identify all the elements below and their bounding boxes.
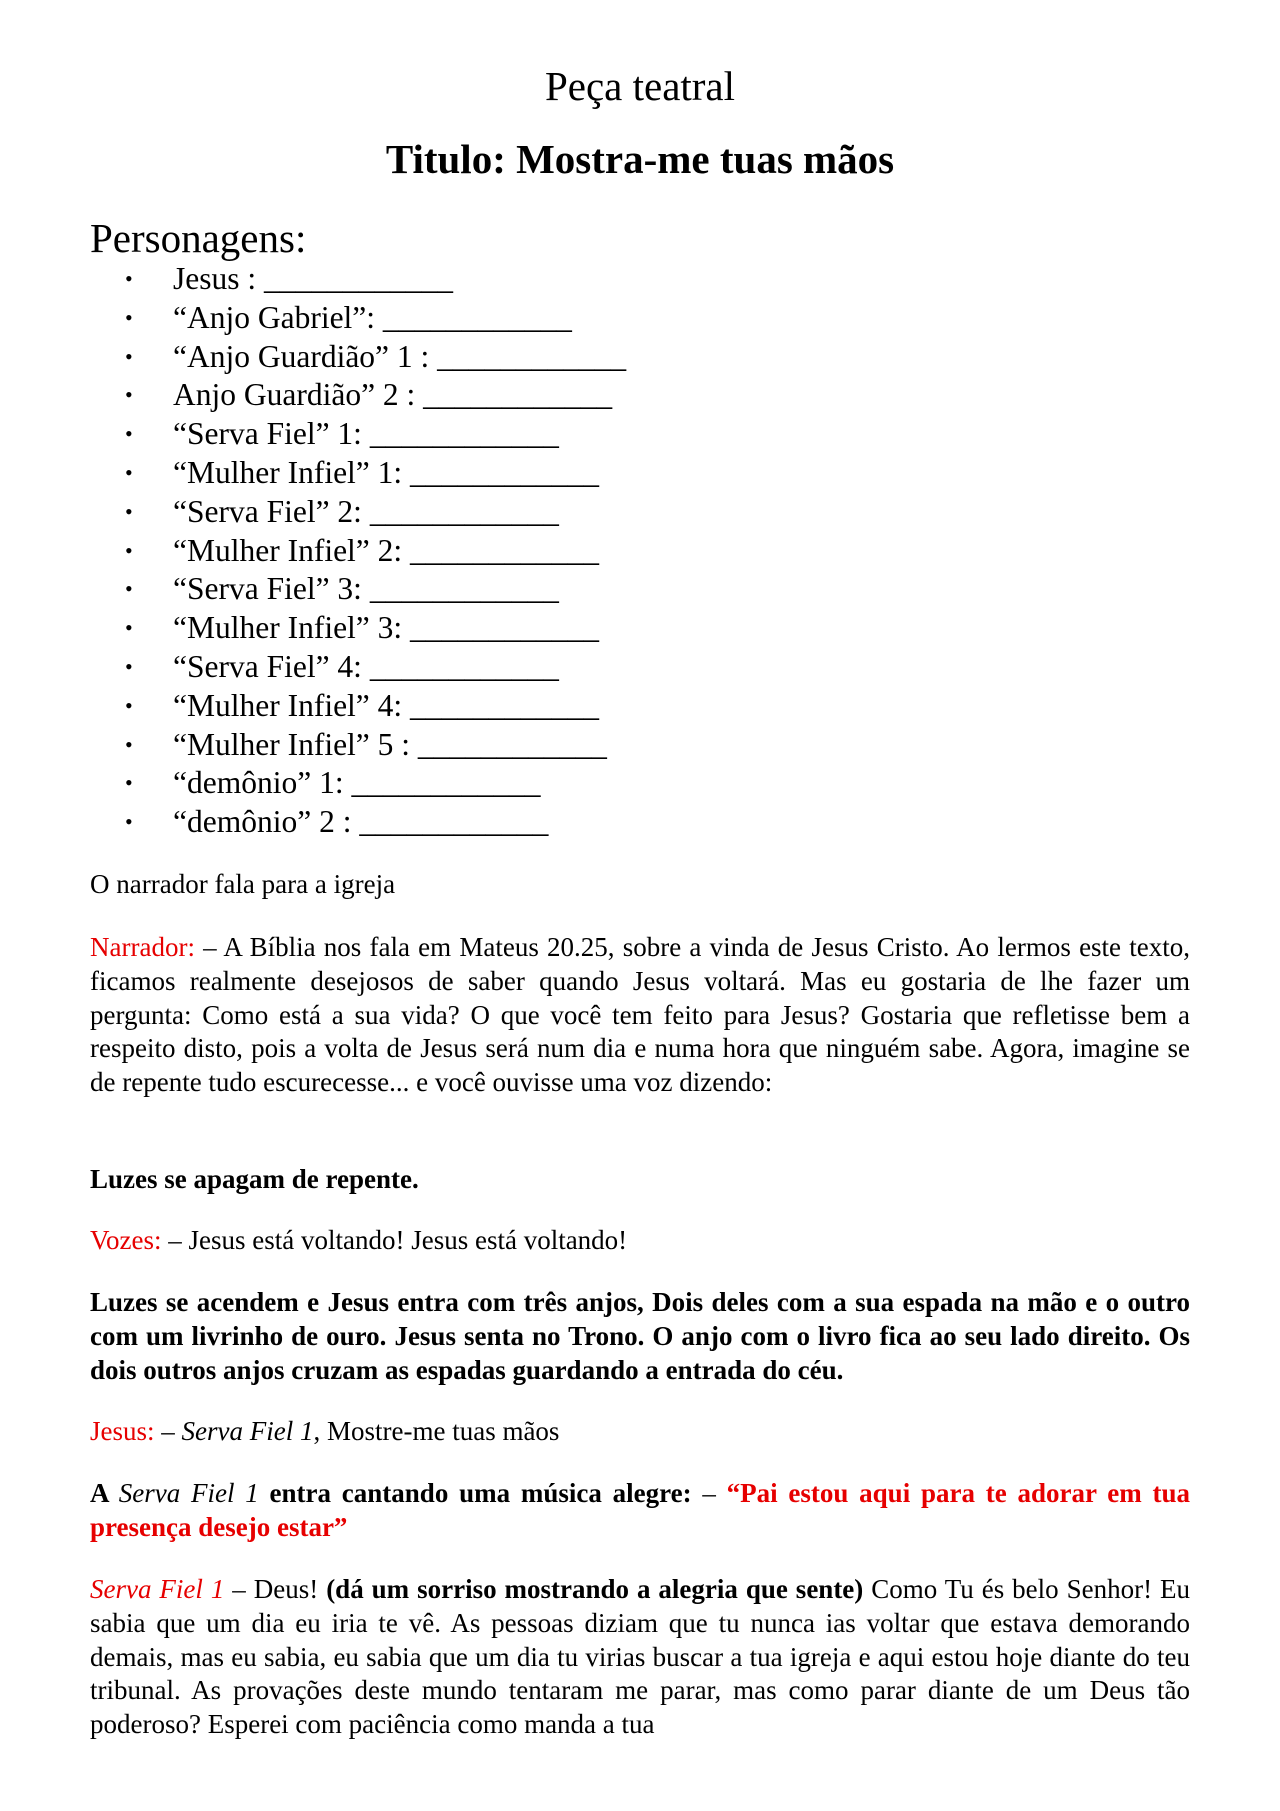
list-item: • Anjo Guardião” 2 : ____________ (125, 376, 626, 415)
list-item: • “demônio” 1: ____________ (125, 764, 626, 803)
stage-aside: (dá um sorriso mostrando a alegria que sente) (326, 1574, 864, 1604)
bullet-icon: • (125, 809, 133, 835)
list-item: • “Anjo Gabriel”: ____________ (125, 299, 626, 338)
bullet-icon: • (125, 692, 133, 718)
list-item: • “Mulher Infiel” 2: ____________ (125, 532, 626, 571)
bullet-icon: • (125, 498, 133, 524)
bullet-icon: • (125, 343, 133, 369)
stage-direction-3: A Serva Fiel 1 entra cantando uma música alegre: – “Pai estou aqui para te adorar em tua presença desejo estar” (90, 1478, 1190, 1542)
list-item: • “Mulher Infiel” 5 : ____________ (125, 726, 626, 765)
list-item: • “Mulher Infiel” 4: ____________ (125, 687, 626, 726)
character-name: Serva Fiel 1 (181, 1416, 314, 1446)
bullet-icon: • (125, 421, 133, 447)
bullet-icon: • (125, 304, 133, 330)
characters-list (125, 260, 626, 842)
serva-label: Serva Fiel 1 (90, 1574, 225, 1604)
list-item: • “Mulher Infiel” 1: ____________ (125, 454, 626, 493)
narrator-text: – A Bíblia nos fala em Mateus 20.25, sobre a vinda de Jesus Cristo. Ao lermos este texto, ficamos realmente desejosos de saber quando Jesus voltará. Mas eu gostaria de lhe fazer um pergunta: Como está a sua vida? O que você tem feito para Jesus? Gostaria que refletisse bem a respeito disto, pois a volta de Jesus será num dia e numa hora que ninguém sabe. Agora, imagine se de repente tudo escurecesse... e você ouvisse uma voz dizendo: (90, 932, 1190, 1098)
voices-text: – Jesus está voltando! Jesus está voltando! (161, 1225, 628, 1255)
list-item: • “Serva Fiel” 4: ____________ (125, 648, 626, 687)
bullet-icon: • (125, 266, 133, 291)
list-item: • Jesus : ____________ (125, 260, 626, 299)
list-item: • “Serva Fiel” 2: ____________ (125, 493, 626, 532)
jesus-line: Jesus: – Serva Fiel 1, Mostre-me tuas mãos (90, 1416, 560, 1446)
bullet-icon: • (125, 731, 133, 757)
list-item: • “Serva Fiel” 3: ____________ (125, 570, 626, 609)
intro-paragraph: O narrador fala para a igreja (90, 869, 396, 899)
characters-heading: Personagens: (90, 215, 307, 261)
narrator-paragraph (90, 931, 1190, 1100)
character-name: Serva Fiel 1 (118, 1478, 259, 1508)
list-item: • “Anjo Guardião” 1 : ____________ (125, 338, 626, 377)
song-lyrics: “Pai estou aqui para te adorar em tua presença desejo estar” (90, 1478, 1190, 1542)
voices-paragraph (90, 1224, 1190, 1258)
list-item: • “demônio” 2 : ____________ (125, 803, 626, 842)
play-title: Titulo: Mostra-me tuas mãos (385, 136, 895, 182)
bullet-icon: • (125, 459, 133, 485)
bullet-icon: • (125, 653, 133, 679)
list-item: • “Serva Fiel” 1: ____________ (125, 415, 626, 454)
jesus-label: Jesus: (90, 1416, 155, 1446)
serva-fiel-paragraph: Serva Fiel 1 – Deus! (dá um sorriso mostrando a alegria que sente) Como Tu és belo Senhor! Eu sabia que um dia eu iria te vê. As pessoas diziam que tu nunca ias voltar que estava demorando demais, mas eu sabia, eu sabia que um dia tu virias buscar a tua igreja e aqui estou hoje diante do teu tribunal. As provações deste mundo tentaram me parar, mas como parar diante de um Deus tão poderoso? Esperei com paciência como manda a tua (90, 1574, 1190, 1740)
stage-direction-2: Luzes se acendem e Jesus entra com três anjos, Dois deles com a sua espada na mão e o outro com um livrinho de ouro. Jesus senta no Trono. O anjo com o livro fica ao seu lado direito. Os dois outros anjos cruzam as espadas guardando a entrada do céu. (90, 1287, 1190, 1385)
bullet-icon: • (125, 537, 133, 563)
bullet-icon: • (125, 576, 133, 602)
bullet-icon: • (125, 770, 133, 796)
bullet-icon: • (125, 615, 133, 641)
voices-label: Vozes: (90, 1225, 162, 1255)
bullet-icon: • (125, 382, 133, 408)
narrator-label: Narrador: (90, 932, 195, 962)
play-supertitle: Peça teatral (544, 63, 736, 109)
stage-direction-1: Luzes se apagam de repente. (90, 1164, 419, 1194)
list-item: • “Mulher Infiel” 3: ____________ (125, 609, 626, 648)
